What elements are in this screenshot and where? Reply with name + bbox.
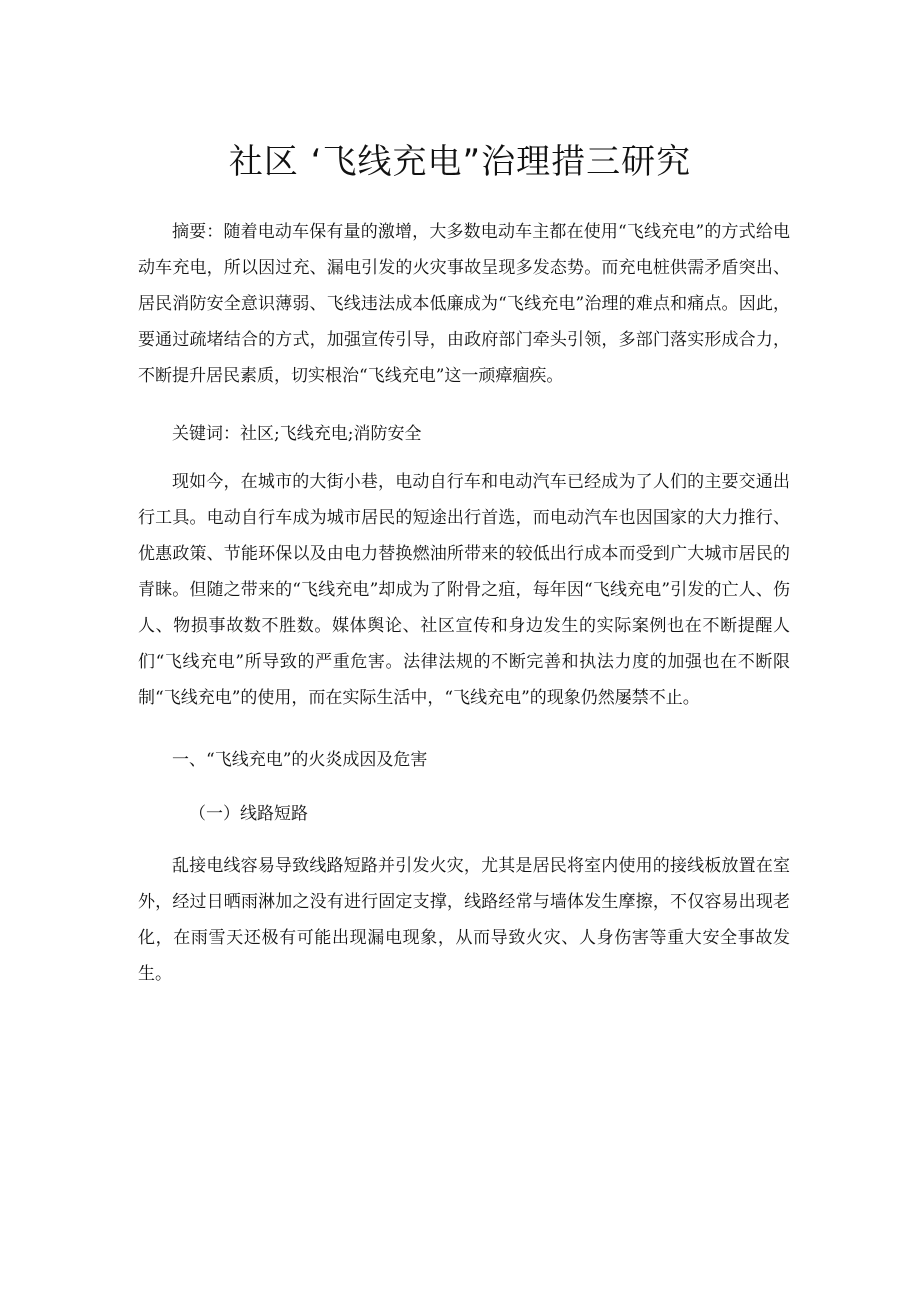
document-title: 社区 ‘飞线充电”治理措三研究	[228, 142, 692, 182]
abstract-paragraph: 摘要：随着电动车保有量的激增，大多数电动车主都在使用“飞线充电”的方式给电动车充电，所以因过充、漏电引发的火灾事故呈现多发态势。而充电桩供需矛盾突出、居民消防安全意识薄弱、飞线违法成本低廉成为“飞线充电”治理的难点和痛点。因此，要通过疏堵结合的方式，加强宣传引导，由政府部门牵头引领，多部门落实形成合力，不断提升居民素质，切实根治“飞线充电”这一顽瘴痼疾。	[138, 222, 790, 386]
section-heading: 一、“飞线充电”的火炎成因及危害	[172, 750, 428, 770]
keywords-line: 关键词：社区;飞线充电;消防安全	[172, 424, 422, 444]
subsection-body-paragraph: 乱接电线容易导致线路短路并引发火灾，尤其是居民将室内使用的接线板放置在室外，经过日晒雨淋加之没有进行固定支撑，线路经常与墙体发生摩擦，不仅容易出现老化，在雨雪天还极有可能出现漏电现象，从而导致火灾、人身伤害等重大安全事故发生。	[138, 856, 790, 984]
intro-paragraph: 现如今，在城市的大街小巷，电动自行车和电动汽车已经成为了人们的主要交通出行工具。电动自行车成为城市居民的短途出行首选，而电动汽车也因国家的大力推行、优惠政策、节能环保以及由电力替换燃油所带来的较低出行成本而受到广大城市居民的青睐。但随之带来的“飞线充电”却成为了附骨之疽，每年因“飞线充电”引发的亡人、伤人、物损事故数不胜数。媒体舆论、社区宣传和身边发生的实际案例也在不断提醒人们“飞线充电”所导致的严重危害。法律法规的不断完善和执法力度的加强也在不断限制“飞线充电”的使用，而在实际生活中，“飞线充电”的现象仍然屡禁不止。	[138, 472, 790, 708]
subsection-heading: （一）线路短路	[189, 804, 308, 824]
